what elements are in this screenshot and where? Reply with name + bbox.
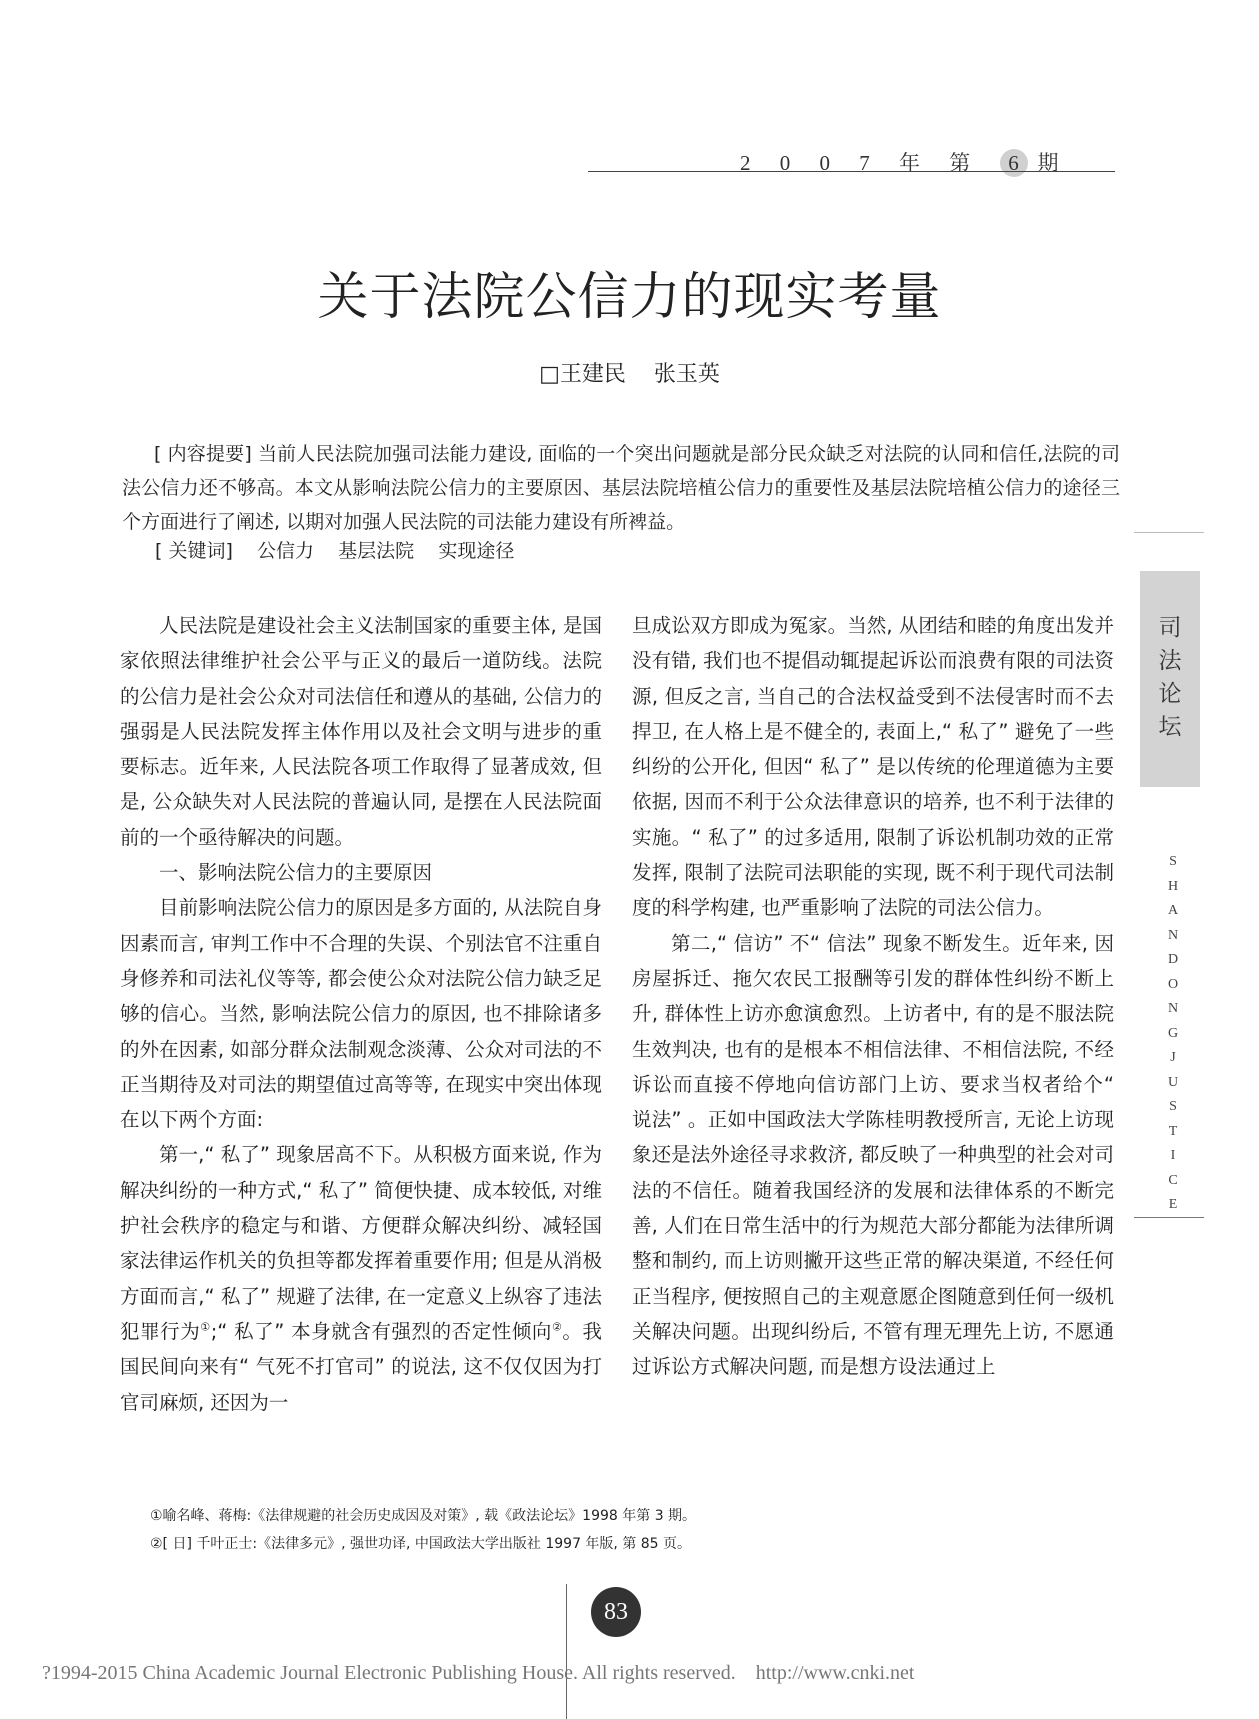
section-heading: 一、影响法院公信力的主要原因 [159, 861, 433, 885]
issue-prefix: 2 0 0 7 年 第 [740, 151, 983, 175]
section-tab-title [1140, 612, 1200, 744]
journal-name-char: G [1167, 1025, 1179, 1041]
journal-name-char: S [1169, 1099, 1177, 1114]
section-tab-char: 坛 [1158, 714, 1182, 740]
copyright-notice: ?1994-2015 China Academic Journal Electronic Publishing House. All rights reserved. http://www.cnki.net [42, 1662, 915, 1684]
issue-number-badge: 6 [1000, 149, 1028, 177]
journal-name-char: A [1167, 903, 1179, 918]
keywords: [ 关键词] 公信力 基层法院 实现途径 [155, 540, 515, 562]
issue-suffix: 期 [1037, 151, 1071, 175]
journal-name-vertical [1158, 850, 1188, 1218]
footnote-ref[interactable]: ② [551, 1320, 563, 1334]
section-tab-char: 司 [1158, 615, 1182, 641]
paragraph: 第二,“ 信访” 不“ 信法” 现象不断发生。近年来, 因房屋拆迁、拖欠农民工报酬等引发的群体性纠纷不断上升, 群体性上访亦愈演愈烈。上访者中, 有的是不服法院生效判决, 也有的是根本不相信法律、不相信法院, 不经诉讼而直接不停地向信访部门上访、要求当权者给个“ 说法” 。正如中国政法大学陈桂明教授所言, 无论上访现象还是法外途径寻求救济, 都反映了一种典型的社会对司法的不信任。随着我国经济的发展和法律体系的不断完善, 人们在日常生活中的行为规范大部分都能为法律所调整和制约, 而上访则撇开这些正常的解决渠道, 不经任何正当程序, 便按照自己的主观意愿企图随意到任何一级机关解决问题。出现纠纷后, 不管有理无理先上访, 不愿通过诉讼方式解决问题, 而是想方设法通过上 [632, 931, 1114, 1379]
paragraph-text: 第一,“ 私了” 现象居高不下。从积极方面来说, 作为解决纠纷的一种方式,“ 私了” 简便快捷、成本较低, 对维护社会秩序的稳定与和谐、方便群众解决纠纷、减轻国家法律运作机关的负担等都发挥着重要作用; 但是从消极方面而言,“ 私了” 规避了法律, 在一定意义上纵容了违法犯罪行为 [120, 1143, 602, 1343]
abstract-text: [ 内容提要] 当前人民法院加强司法能力建设, 面临的一个突出问题就是部分民众缺乏对法院的认同和信任,法院的司法公信力还不够高。本文从影响法院公信力的主要原因、基层法院培植公信力的重要性及基层法院培植公信力的途径三个方面进行了阐述, 以期对加强人民法院的司法能力建设有所裨益。 [122, 443, 1120, 533]
footnotes [150, 1502, 696, 1558]
body-column-right [632, 608, 1114, 1385]
journal-name-char: O [1167, 976, 1179, 992]
paragraph [120, 1137, 602, 1419]
journal-name-char: U [1167, 1074, 1179, 1090]
paragraph: 人民法院是建设社会主义法制国家的重要主体, 是国家依照法律维护社会公平与正义的最后一道防线。法院的公信力是社会公众对司法信任和遵从的基础, 公信力的强弱是人民法院发挥主体作用以及社会文明与进步的重要标志。近年来, 人民法院各项工作取得了显著成效, 但是, 公众缺失对人民法院的普遍认同, 是摆在人民法院面前的一个亟待解决的问题。 [120, 614, 602, 849]
article-authors: □王建民 张玉英 [539, 362, 720, 387]
sidebar-rule [1134, 532, 1204, 533]
section-tab-char: 法 [1158, 648, 1182, 674]
journal-name-char: N [1167, 927, 1179, 943]
abstract [122, 437, 1120, 539]
paragraph-text: ;“ 私了” 本身就含有强烈的否定性倾向 [210, 1319, 552, 1343]
paragraph: 旦成讼双方即成为冤家。当然, 从团结和睦的角度出发并没有错, 我们也不提倡动辄提起诉讼而浪费有限的司法资源, 但反之言, 当自己的合法权益受到不法侵害时而不去捍卫, 在人格上是不健全的, 表面上,“ 私了” 避免了一些纠纷的公开化, 但因“ 私了” 是以传统的伦理道德为主要依据, 因而不利于公众法律意识的培养, 也不利于法律的实施。“ 私了” 的过多适用, 限制了诉讼机制功效的正常发挥, 限制了法院司法职能的实现, 既不利于现代司法制度的科学构建, 也严重影响了法院的司法公信力。 [632, 614, 1114, 920]
issue-label [740, 147, 1071, 177]
journal-name-char: T [1168, 1123, 1178, 1139]
section-tab-char: 论 [1158, 681, 1182, 707]
journal-name-char: N [1167, 1001, 1179, 1016]
header-rule [588, 171, 1115, 172]
footnote: ②[ 日] 千叶正士:《法律多元》, 强世功译, 中国政法大学出版社 1997 年版, 第 85 页。 [150, 1536, 692, 1552]
body-column-left [120, 608, 602, 1420]
footer-divider [566, 1584, 567, 1719]
sidebar-rule [1134, 1217, 1204, 1218]
page-number: 83 [591, 1587, 641, 1637]
journal-name-char: C [1168, 1172, 1178, 1188]
paragraph-text: 。我国民间向来有“ 气死不打官司” 的说法, 这不仅仅因为打官司麻烦, 还因为一 [120, 1319, 602, 1414]
journal-name-char: E [1168, 1197, 1178, 1212]
journal-name-char: S [1169, 854, 1177, 869]
journal-name-char: D [1167, 952, 1179, 967]
journal-name-char: H [1167, 878, 1179, 894]
journal-name-char: I [1170, 1148, 1176, 1163]
footnote-ref[interactable]: ① [200, 1320, 211, 1334]
paragraph: 目前影响法院公信力的原因是多方面的, 从法院自身因素而言, 审判工作中不合理的失误、个别法官不注重自身修养和司法礼仪等等, 都会使公众对法院公信力缺乏足够的信心。当然, 影响法院公信力的原因, 也不排除诸多的外在因素, 如部分群众法制观念淡薄、公众对司法的不正当期待及对司法的期望值过高等等, 在现实中突出体现在以下两个方面: [120, 896, 602, 1132]
article-title: 关于法院公信力的现实考量 [317, 268, 942, 327]
footnote: ①喻名峰、蒋梅:《法律规避的社会历史成因及对策》, 载《政法论坛》1998 年第 3 期。 [150, 1508, 697, 1524]
journal-name-char: J [1170, 1050, 1176, 1065]
